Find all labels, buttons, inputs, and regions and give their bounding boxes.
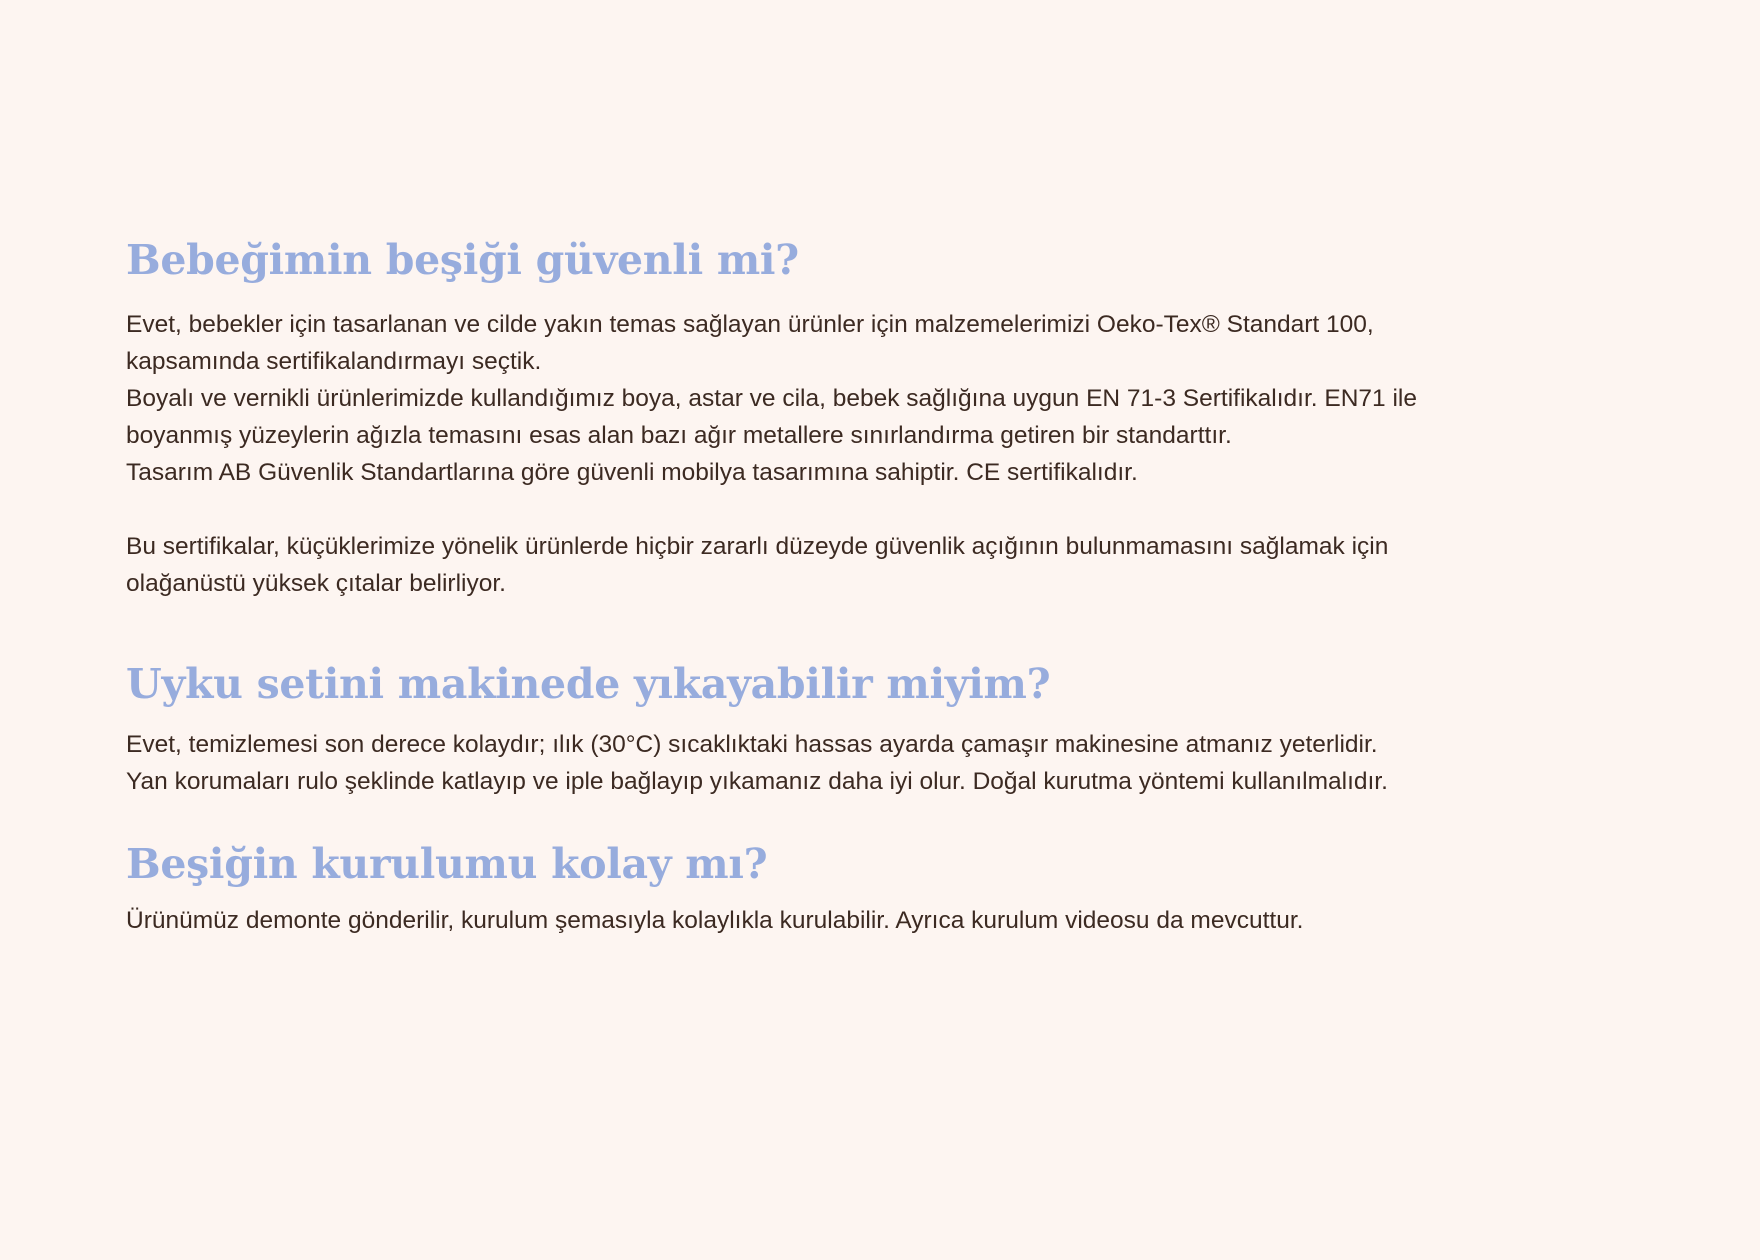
faq-item-assembly	[126, 836, 1634, 939]
faq-answer-line: Tasarım AB Güvenlik Standartlarına göre güvenli mobilya tasarımına sahiptir. CE sertifikalıdır.	[126, 459, 1138, 486]
paragraph-spacer	[126, 491, 1634, 528]
faq-answer-line: kapsamında sertifikalandırmayı seçtik.	[126, 348, 542, 375]
faq-answer-line: Evet, bebekler için tasarlanan ve cilde yakın temas sağlayan ürünler için malzemelerimizi Oeko-Tex® Standart 100,	[126, 311, 1374, 338]
faq-item-crib-safety	[126, 232, 1634, 602]
faq-item-machine-wash	[126, 656, 1634, 800]
faq-question-title: Uyku setini makinede yıkayabilir miyim?	[126, 660, 1051, 708]
faq-answer-line: Yan korumaları rulo şeklinde katlayıp ve iple bağlayıp yıkamanız daha iyi olur. Doğal kurutma yöntemi kullanılmalıdır.	[126, 768, 1388, 795]
faq-answer-line: Evet, temizlemesi son derece kolaydır; ılık (30°C) sıcaklıktaki hassas ayarda çamaşır makinesine atmanız yeterlidir.	[126, 731, 1378, 758]
faq-question-title: Bebeğimin beşiği güvenli mi?	[126, 236, 799, 284]
faq-answer-line: olağanüstü yüksek çıtalar belirliyor.	[126, 570, 506, 597]
faq-answer-line: Bu sertifikalar, küçüklerimize yönelik ürünlerde hiçbir zararlı düzeyde güvenlik açığının bulunmamasını sağlamak için	[126, 533, 1389, 560]
faq-question-title: Beşiğin kurulumu kolay mı?	[126, 840, 768, 888]
faq-answer-line: boyanmış yüzeylerin ağızla temasını esas alan bazı ağır metallere sınırlandırma getiren bir standarttır.	[126, 422, 1232, 449]
faq-answer-line: Ürünümüz demonte gönderilir, kurulum şemasıyla kolaylıkla kurulabilir. Ayrıca kurulum videosu da mevcuttur.	[126, 907, 1304, 934]
faq-answer-line: Boyalı ve vernikli ürünlerimizde kullandığımız boya, astar ve cila, bebek sağlığına uygun EN 71-3 Sertifikalıdır. EN71 ile	[126, 385, 1417, 412]
